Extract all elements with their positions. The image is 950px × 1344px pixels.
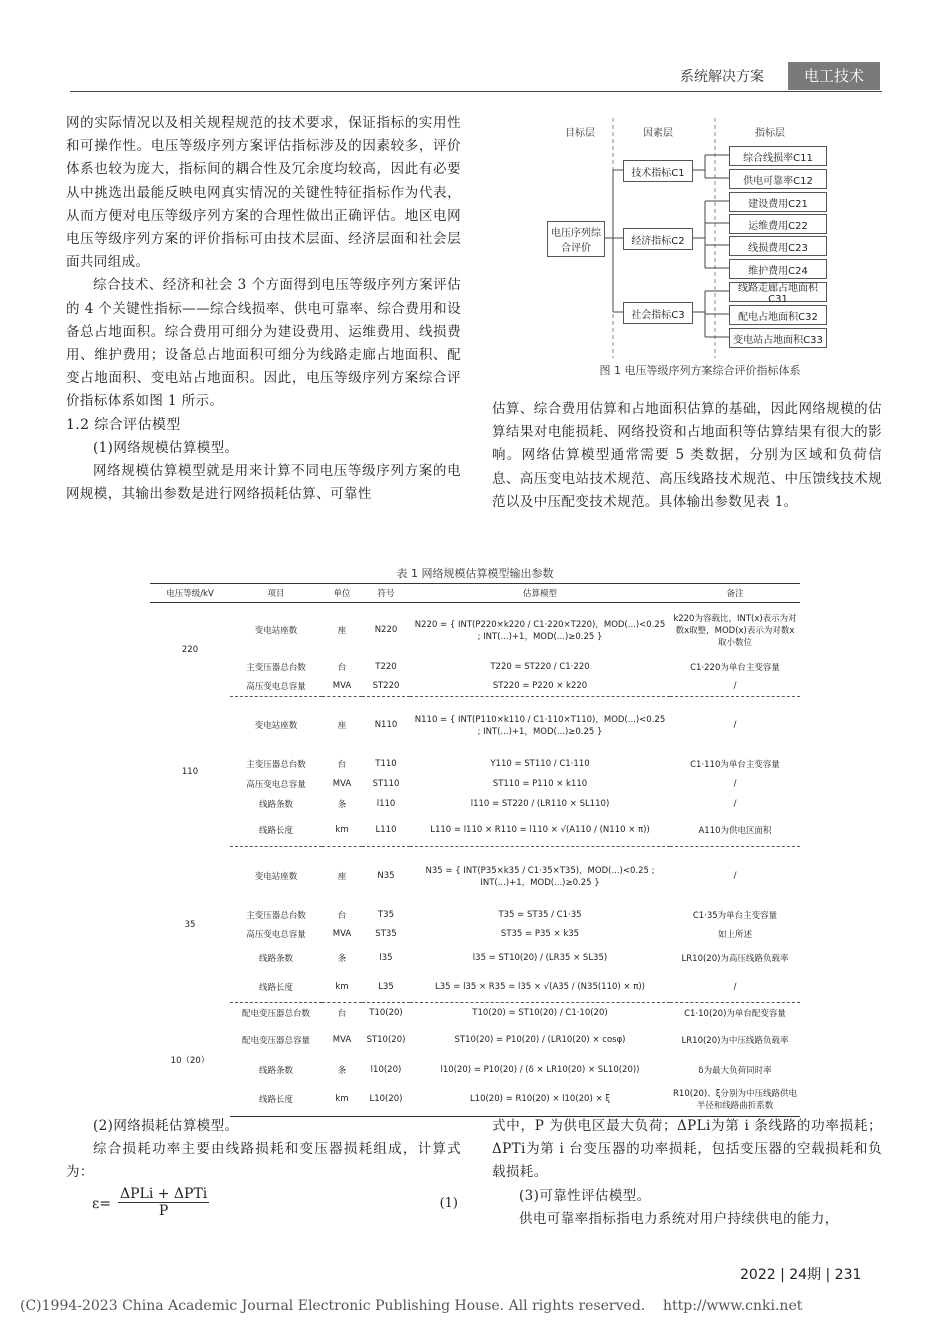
- symbol-cell: N110: [374, 719, 398, 730]
- header-section: 系统解决方案: [680, 69, 764, 85]
- copyright-line: (C)1994-2023 China Academic Journal Electronic Publishing House. All rights reserved. http://www.cnki.net: [20, 1298, 803, 1314]
- item-cell: 线路条数: [258, 799, 293, 810]
- symbol-cell: L110: [362, 815, 410, 847]
- paragraph: 估算、综合费用估算和占地面积估算的基础，因此网络规模的估算结果对电能损耗、网络投资和占地面积等估算结果有很大的影响。网络估算模型通常需要 5 类数据，分别为区域和负荷信息、高压变电站技术规范、高压线路技术规范、中压馈线技术规范以及中压配变技术规范。具体输出参数见表 1。: [492, 401, 882, 510]
- table-row: [150, 973, 800, 1003]
- unit-cell: km: [322, 815, 362, 847]
- table-row: [150, 943, 800, 973]
- formula-cell: T220 = ST220 / C1·220: [490, 661, 590, 672]
- item-cell: 主变压器总台数: [246, 662, 306, 673]
- goal-box: 电压序列综合评价: [547, 221, 605, 257]
- table-row: [150, 815, 800, 847]
- note-cell: /: [670, 973, 800, 1003]
- table-row: [150, 847, 800, 905]
- formula-cell: ST220 = P220 × k220: [410, 677, 670, 697]
- table-row: [150, 793, 800, 815]
- table-row: [150, 697, 800, 753]
- note-cell: A110为供电区面积: [670, 815, 800, 847]
- note-cell: δ为最大负荷同时率: [698, 1065, 772, 1076]
- unit-cell: MVA: [322, 677, 362, 697]
- table-row: [150, 1057, 800, 1083]
- unit-cell: MVA: [332, 778, 352, 789]
- note-cell: /: [670, 677, 800, 697]
- factor-box: 技术指标C1: [623, 160, 693, 182]
- indicator-box: 供电可靠率C12: [729, 169, 827, 189]
- symbol-cell: l110: [376, 798, 396, 809]
- paragraph: 供电可靠率指标指电力系统对用户持续供电的能力，: [519, 1210, 839, 1227]
- indicator-box: 维护费用C24: [729, 259, 827, 279]
- table-header: 电压等级/kV: [150, 584, 230, 603]
- note-cell: /: [733, 778, 737, 789]
- subsection-title: (2)网络损耗估算模型。: [93, 1118, 239, 1134]
- item-cell: 高压变电总容量: [246, 779, 306, 790]
- formula-cell: L10(20) = R10(20) × l10(20) × ξ: [410, 1083, 670, 1117]
- unit-cell: 台: [337, 910, 347, 921]
- table-1: [150, 583, 800, 1117]
- table-header: 单位: [322, 584, 362, 603]
- note-cell: LR10(20)为中压线路负载率: [681, 1035, 789, 1046]
- note-cell: 如上所述: [717, 929, 752, 940]
- item-cell: 变电站座数: [254, 871, 298, 882]
- table-header: 符号: [362, 584, 410, 603]
- formula-cell: T10(20) = ST10(20) / C1·10(20): [472, 1007, 608, 1018]
- symbol-cell: l10(20): [370, 1064, 402, 1075]
- table-header: 估算模型: [410, 584, 670, 603]
- subsection-title: (3)可靠性评估模型。: [519, 1187, 651, 1204]
- indicator-box: 建设费用C21: [729, 192, 827, 212]
- note-cell: /: [733, 870, 737, 881]
- formula-cell: T35 = ST35 / C1·35: [498, 909, 582, 920]
- symbol-cell: T10(20): [369, 1007, 403, 1018]
- formula-cell: N220 = { INT(P220×k220 / C1·220×T220)，MOD(...)<0.25 ; INT(...)+1，MOD(...)≥0.25 }: [414, 619, 666, 642]
- section-title: 1.2 综合评估模型: [66, 416, 181, 433]
- item-cell: 线路条数: [258, 953, 293, 964]
- formula-cell: N35 = { INT(P35×k35 / C1·35×T35)，MOD(...)<0.25 ; INT(...)+1，MOD(...)≥0.25 }: [425, 865, 655, 888]
- formula-cell: L110 = l110 × R110 = l110 × √(A110 / (N110 × π)): [410, 815, 670, 847]
- header-rule: [70, 91, 882, 92]
- voltage-level-cell: 10（20）: [170, 1055, 210, 1066]
- unit-cell: km: [322, 973, 362, 1003]
- unit-cell: 台: [337, 759, 347, 770]
- note-cell: C1·220为单台主变容量: [690, 662, 780, 673]
- table-row: [150, 925, 800, 943]
- factor-box: 社会指标C3: [623, 302, 693, 324]
- symbol-cell: L35: [362, 973, 410, 1003]
- item-cell: 主变压器总台数: [246, 759, 306, 770]
- item-cell: 线路长度: [230, 973, 322, 1003]
- subsection-title: (1)网络规模估算模型。: [93, 439, 239, 456]
- paragraph: 网络规模估算模型就是用来计算不同电压等级序列方案的电网规模，其输出参数是进行网络损耗估算、可靠性: [66, 463, 461, 503]
- formula-cell: l10(20) = P10(20) / (δ × LR10(20) × SL10(20)): [440, 1064, 640, 1075]
- table-row: [150, 1003, 800, 1023]
- item-cell: 线路长度: [230, 1083, 322, 1117]
- table-row: [150, 753, 800, 775]
- note-cell: C1·110为单台主变容量: [690, 759, 780, 770]
- item-cell: 线路条数: [258, 1065, 293, 1076]
- indicator-box: 综合线损率C11: [729, 146, 827, 166]
- symbol-cell: T110: [375, 758, 397, 769]
- item-cell: 变电站座数: [254, 720, 298, 731]
- note-cell: /: [733, 719, 737, 730]
- note-cell: LR10(20)为高压线路负载率: [681, 953, 789, 964]
- paragraph: 综合技术、经济和社会 3 个方面得到电压等级序列方案评估的 4 个关键性指标——综合线损率、供电可靠率、综合费用和设备总占地面积。综合费用可细分为建设费用、运维费用、线损费用、维护费用；设备总占地面积可细分为线路走廊占地面积、配变占地面积、变电站占地面积。因此，电压等级序列方案综合评价指标体系如图 1 所示。: [66, 277, 461, 410]
- unit-cell: 条: [337, 953, 347, 964]
- unit-cell: 座: [337, 625, 347, 636]
- note-cell: C1·10(20)为单台配变容量: [684, 1008, 786, 1019]
- table-row: [150, 1023, 800, 1057]
- symbol-cell: L10(20): [362, 1083, 410, 1117]
- paragraph: 网的实际情况以及相关规程规范的技术要求，保证指标的实用性和可操作性。电压等级序列方案评估指标涉及的因素较多，评价体系也较为庞大，指标间的耦合性及冗余度均较高，因此有必要从中挑选出最能反映电网真实情况的关键性特征指标作为代表，从而方便对电压等级序列方案的合理性做出正确评估。地区电网电压等级序列方案的评价指标可由技术层面、经济层面和社会层面共同组成。: [66, 115, 461, 271]
- symbol-cell: T220: [375, 661, 397, 672]
- equation-lhs: ε=: [92, 1196, 111, 1212]
- bottom-left-column: [66, 1115, 461, 1185]
- indicator-box: 运维费用C22: [729, 214, 827, 234]
- table-header: 备注: [670, 584, 800, 603]
- formula-cell: L35 = l35 × R35 = l35 × √(A35 / (N35(110) × π)): [410, 973, 670, 1003]
- equation-denominator: P: [158, 1203, 169, 1219]
- indicator-box: 变电站占地面积C33: [729, 328, 827, 348]
- item-cell: 配电变压器总容量: [241, 1035, 310, 1046]
- table-row: [150, 677, 800, 697]
- unit-cell: 台: [337, 662, 347, 673]
- table-1-caption: 表 1 网络规模估算模型输出参数: [396, 567, 554, 580]
- formula-cell: N110 = { INT(P110×k110 / C1·110×T110)，MOD(...)<0.25 ; INT(...)+1，MOD(...)≥0.25 }: [414, 714, 666, 737]
- unit-cell: 台: [337, 1008, 347, 1019]
- voltage-level-cell: 220: [181, 644, 199, 655]
- note-cell: k220为容载比，INT(x)表示为对数x取整，MOD(x)表示为对数x取小数位: [673, 613, 797, 648]
- formula-cell: l110 = ST220 / (LR110 × SL110): [470, 798, 610, 809]
- figure-1-diagram: [545, 118, 865, 358]
- item-cell: 高压变电总容量: [230, 677, 322, 697]
- item-cell: 主变压器总台数: [246, 910, 306, 921]
- unit-cell: 条: [337, 1065, 347, 1076]
- equation-fraction: [118, 1186, 209, 1219]
- left-column: [66, 112, 461, 506]
- symbol-cell: ST220: [362, 677, 410, 697]
- paragraph: 综合损耗功率主要由线路损耗和变压器损耗组成，计算式为：: [66, 1141, 461, 1181]
- unit-cell: 条: [337, 799, 347, 810]
- table-row: [150, 603, 800, 657]
- item-cell: 线路长度: [230, 815, 322, 847]
- bottom-right-column: [492, 1115, 882, 1231]
- item-cell: 配电变压器总台数: [241, 1008, 310, 1019]
- symbol-cell: T35: [377, 909, 394, 920]
- equation-numerator: ΔPLi + ΔPTi: [120, 1186, 208, 1202]
- table-row: [150, 775, 800, 793]
- symbol-cell: l35: [379, 952, 393, 963]
- table-row: [150, 657, 800, 677]
- unit-cell: 座: [337, 720, 347, 731]
- voltage-level-cell: 110: [181, 766, 199, 777]
- indicator-box: 线路走廊占地面积C31: [729, 282, 827, 302]
- factor-box: 经济指标C2: [623, 228, 693, 250]
- indicator-box: 配电占地面积C32: [729, 305, 827, 325]
- item-cell: 变电站座数: [254, 625, 298, 636]
- table-header: 项目: [230, 584, 322, 603]
- table-header-row: [150, 584, 800, 603]
- table-row: [150, 1083, 800, 1117]
- diagram-head: 指标层: [755, 128, 785, 139]
- symbol-cell: ST10(20): [366, 1034, 406, 1045]
- symbol-cell: N35: [377, 870, 395, 881]
- figure-1-caption: 图 1 电压等级序列方案综合评价指标体系: [599, 364, 801, 377]
- formula-cell: l35 = ST10(20) / (LR35 × SL35): [472, 952, 608, 963]
- unit-cell: 座: [337, 871, 347, 882]
- formula-cell: ST10(20) = P10(20) / (LR10(20) × cosφ): [454, 1034, 626, 1045]
- equation-1: [92, 1186, 462, 1226]
- unit-cell: MVA: [332, 928, 352, 939]
- formula-cell: ST35 = P35 × k35: [500, 928, 580, 939]
- note-cell: /: [733, 798, 737, 809]
- diagram-head: 目标层: [565, 128, 595, 139]
- paragraph: 式中，P 为供电区最大负荷；ΔPLi为第 i 条线路的功率损耗；ΔPTi为第 i 台变压器的功率损耗，包括变压器的空载损耗和负载损耗。: [492, 1118, 882, 1181]
- equation-number: (1): [439, 1196, 458, 1211]
- page-footer-issue: 2022 | 24期 | 231: [740, 1267, 862, 1283]
- note-cell: C1·35为单台主变容量: [692, 910, 778, 921]
- formula-cell: ST110 = P110 × k110: [492, 778, 588, 789]
- table-row: [150, 905, 800, 925]
- symbol-cell: ST110: [372, 778, 400, 789]
- formula-cell: Y110 = ST110 / C1·110: [490, 758, 590, 769]
- right-column: [492, 398, 882, 514]
- note-cell: R10(20)、ξ分别为中压线路供电半径和线路曲折系数: [670, 1083, 800, 1117]
- symbol-cell: N220: [374, 624, 398, 635]
- item-cell: 高压变电总容量: [246, 929, 306, 940]
- symbol-cell: ST35: [375, 928, 397, 939]
- unit-cell: MVA: [332, 1034, 352, 1045]
- diagram-head: 因素层: [643, 128, 673, 139]
- indicator-box: 线损费用C23: [729, 236, 827, 256]
- unit-cell: km: [322, 1083, 362, 1117]
- voltage-level-cell: 35: [184, 919, 196, 930]
- header-journal-badge: 电工技术: [788, 62, 880, 90]
